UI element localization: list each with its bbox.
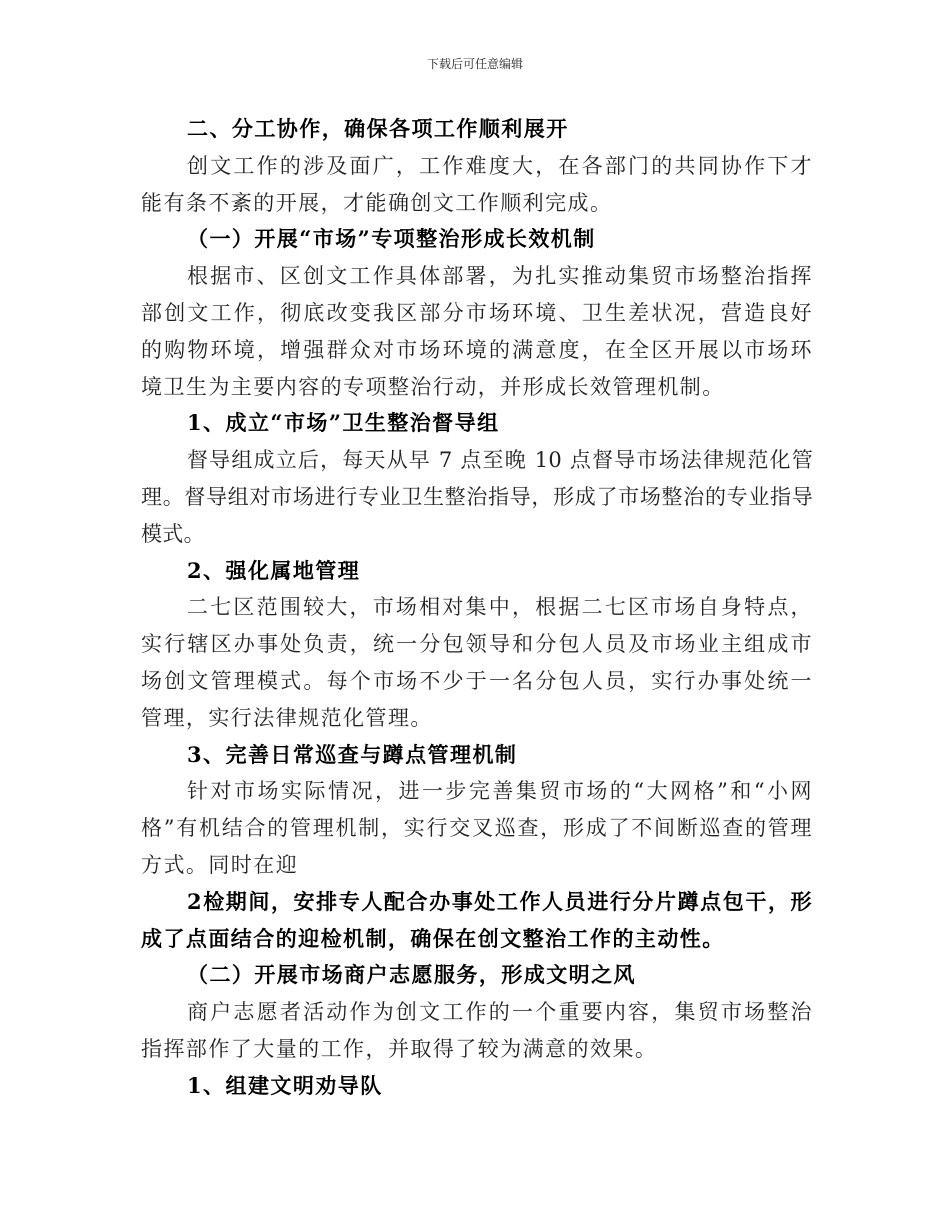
item-heading-daily-patrol: 3、完善日常巡查与蹲点管理机制 — [187, 741, 518, 767]
page-header-note: 下载后可任意编辑 — [426, 57, 523, 71]
paragraph-territorial-management: 二七区范围较大，市场相对集中，根据二七区市场自身特点，实行辖区办事处负责，统一分包领导和分包人员及市场业主组成市场创文管理模式。每个市场不少于一名分包人员，实行办事处统一管理，实行法律规范化管理。 — [141, 595, 813, 730]
paragraph-daily-patrol: 针对市场实际情况，进一步完善集贸市场的“大网格”和“小网格”有机结合的管理机制，实行交叉巡查，形成了不间断巡查的管理方式。同时在迎 — [141, 779, 813, 877]
item-heading-supervision-group: 1、成立“市场”卫生整治督导组 — [187, 410, 500, 436]
paragraph-inspection-period: 2检期间，安排专人配合办事处工作人员进行分片蹲点包干，形成了点面结合的迎检机制，确保在创文整治工作的主动性。 — [141, 888, 813, 951]
paragraph-intro: 创文工作的涉及面广，工作难度大，在各部门的共同协作下才能有条不紊的开展，才能确创文工作顺利完成。 — [141, 153, 813, 215]
subsection-heading-volunteer-service: （二）开展市场商户志愿服务，形成文明之风 — [187, 962, 636, 988]
paragraph-market-rectification: 根据市、区创文工作具体部署，为扎实推动集贸市场整治指挥部创文工作，彻底改变我区部分市场环境、卫生差状况，营造良好的购物环境，增强群众对市场环境的满意度，在全区开展以市场环境卫生为主要内容的专项整治行动，并形成长效管理机制。 — [141, 264, 813, 399]
item-heading-territorial-management: 2、强化属地管理 — [187, 557, 361, 583]
section-heading-division-of-work: 二、分工协作，确保各项工作顺利展开 — [187, 116, 569, 141]
item-heading-civility-team: 1、组建文明劝导队 — [187, 1072, 383, 1098]
paragraph-supervision-group: 督导组成立后，每天从早 7 点至晚 10 点督导市场法律规范化管理。督导组对市场进行专业卫生整治指导，形成了市场整治的专业指导模式。 — [141, 448, 813, 546]
document-body — [141, 111, 813, 1105]
paragraph-volunteer-service: 商户志愿者活动作为创文工作的一个重要内容，集贸市场整治指挥部作了大量的工作，并取得了较为满意的效果。 — [141, 1000, 813, 1061]
subsection-heading-market-rectification: （一）开展“市场”专项整治形成长效机制 — [187, 226, 596, 252]
